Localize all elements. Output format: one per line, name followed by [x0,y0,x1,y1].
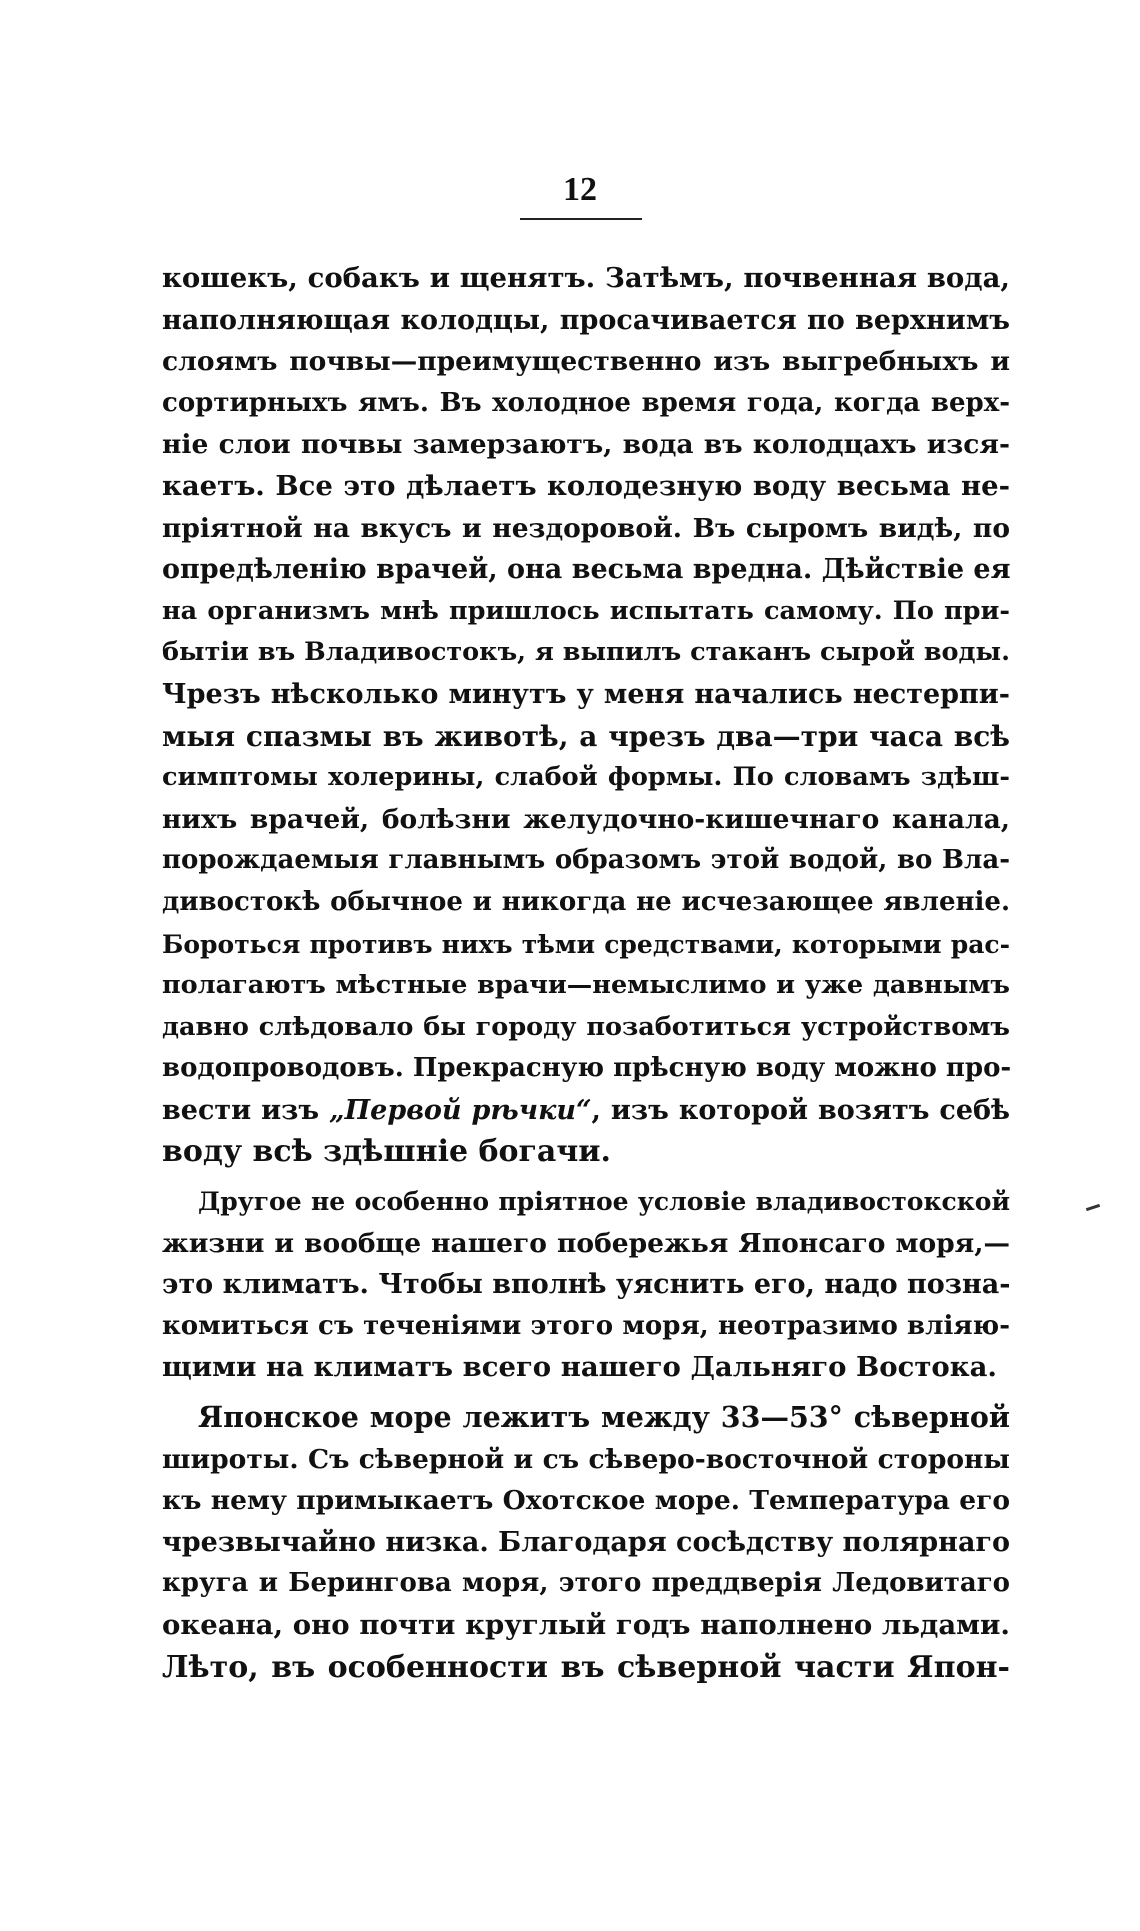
text-line: бытіи въ Владивостокъ, я выпилъ стаканъ сырой воды. [162,637,1010,668]
text-line: сортирныхъ ямъ. Въ холодное время года, когда верх- [162,387,1010,418]
text-line: жизни и вообще нашего побережья Японсаго моря,— [162,1227,1010,1259]
text-segment: , изъ которой возятъ себѣ [591,1094,1010,1126]
text-line: къ нему примыкаетъ Охотское море. Температура его [162,1485,1010,1517]
text-line: пріятной на вкусъ и нездоровой. Въ сыромъ видѣ, по [162,512,1010,544]
stray-ink-mark [1086,1204,1100,1211]
text-line: кошекъ, собакъ и щенятъ. Затѣмъ, почвенная вода, [162,262,1010,294]
body-text [162,258,1010,1688]
text-line: Бороться противъ нихъ тѣми средствами, которыми рас- [162,929,1010,959]
paragraph-gap [162,1173,1010,1181]
quoted-place-name: „Первой рѣчки“ [329,1094,592,1126]
paragraph-2 [162,1181,1010,1389]
text-line: это климатъ. Чтобы вполнѣ уяснить его, надо позна- [162,1269,1011,1301]
text-line: водопроводовъ. Прекрасную прѣсную воду можно про- [162,1053,1012,1084]
page-number: 12 [563,171,597,208]
text-line: порождаемыя главнымъ образомъ этой водой, во Вла- [162,845,1010,876]
text-line: мыя спазмы въ животѣ, а чрезъ два—три часа всѣ [162,719,1010,753]
text-line: щими на климатъ всего нашего Дальняго Востока. [162,1351,997,1384]
text-line: ніе слои почвы замерзаютъ, вода въ колодцахъ изся- [162,429,1010,461]
paragraph-1 [162,258,1010,1173]
text-line: наполняющая колодцы, просачивается по верхнимъ [162,304,1010,336]
text-line: чрезвычайно низка. Благодаря сосѣдству полярнаго [162,1526,1010,1558]
text-line: комиться съ теченіями этого моря, неотразимо вліяю- [162,1310,1010,1341]
text-line: Лѣто, въ особенности въ сѣверной части Япон- [162,1649,1010,1685]
text-line: Японское море лежитъ между 33—53° сѣверной [198,1400,1010,1435]
text-line: опредѣленію врачей, она весьма вредна. Дѣйствіе ея [162,554,1011,586]
text-line: каетъ. Все это дѣлаетъ колодезную воду весьма не- [162,469,1010,502]
text-line: широты. Съ сѣверной и съ сѣверо-восточной стороны [162,1443,1010,1475]
page-number-rule [520,218,642,220]
text-line: Другое не особенно пріятное условіе владивостокской [198,1187,1010,1217]
text-line: давно слѣдовало бы городу позаботиться устройствомъ [162,1011,1010,1042]
text-line: нихъ врачей, болѣзни желудочно-кишечнаго канала, [162,803,1010,835]
text-line: дивостокѣ обычное и никогда не исчезающее явленіе. [162,886,1010,917]
text-line: симптомы холерины, слабой формы. По словамъ здѣш- [162,762,1010,793]
text-line: Чрезъ нѣсколько минутъ у меня начались нестерпи- [162,678,1010,710]
text-line: на организмъ мнѣ пришлось испытать самому. По при- [162,595,1010,626]
text-line: полагаютъ мѣстные врачи—немыслимо и уже давнымъ [162,970,1010,1001]
text-line: слоямъ почвы—преимущественно изъ выгребныхъ и [162,346,1010,378]
text-line-with-quote [162,1090,1010,1132]
text-line: воду всѣ здѣшніе богачи. [162,1134,612,1170]
text-segment: вести изъ [162,1094,330,1126]
text-line: океана, оно почти круглый годъ наполнено льдами. [162,1609,1010,1641]
text-line: круга и Берингова моря, этого преддверія Ледовитаго [162,1568,1010,1599]
paragraph-gap [162,1389,1010,1397]
paragraph-3 [162,1397,1010,1688]
